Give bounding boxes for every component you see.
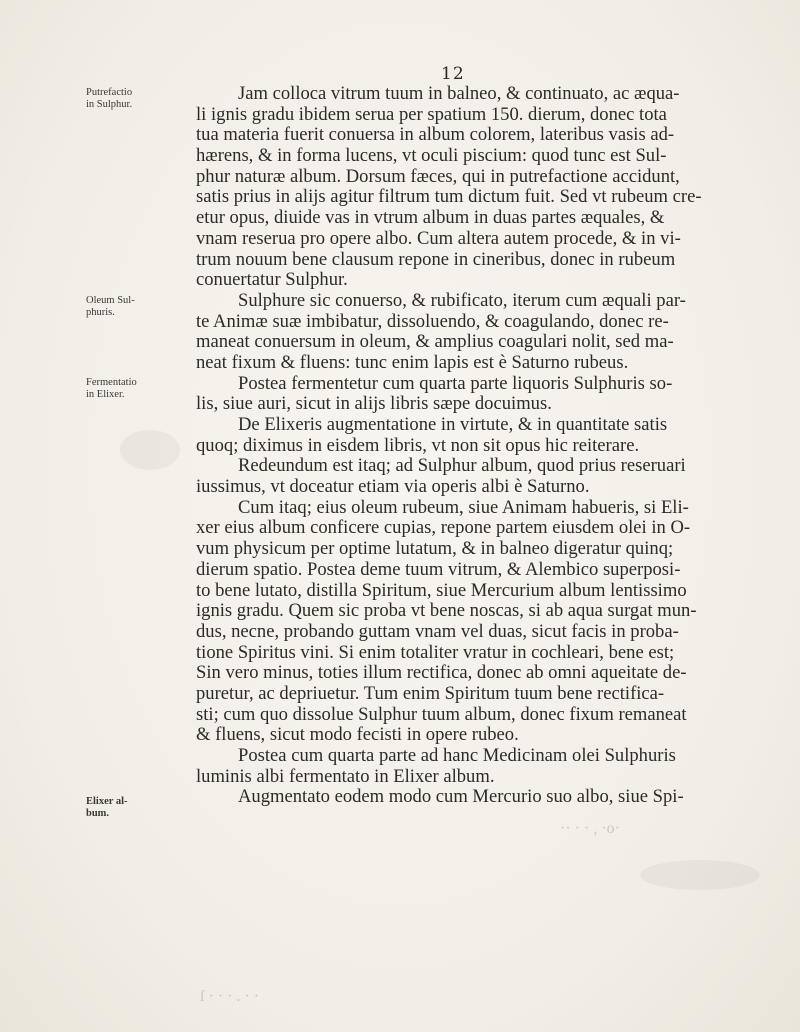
text-line: vum physicum per optime lutatum, & in balneo digeratur quinq;: [196, 539, 674, 560]
body-text: [196, 84, 764, 808]
text-line: xer eius album conficere cupias, repone partem eiusdem olei in O-: [196, 518, 691, 539]
margin-note-line: bum.: [86, 808, 110, 819]
text-line: quoq; diximus in eisdem libris, vt non sit opus hic reiterare.: [196, 435, 640, 456]
text-line: Redeundum est itaq; ad Sulphur album, quod prius reseruari: [238, 456, 686, 477]
text-line: etur opus, diuide vas in vtrum album in duas partes æquales, &: [196, 208, 665, 229]
text-line: Cum itaq; eius oleum rubeum, siue Animam habueris, si Eli-: [238, 497, 689, 518]
text-line: li ignis gradu ibidem serua per spatium 150. dierum, donec tota: [196, 104, 667, 125]
margin-note-line: Putrefactio: [86, 87, 133, 98]
bleed-through-text: ·· · · , ·ο·: [560, 820, 620, 837]
text-line: De Elixeris augmentatione in virtute, & in quantitate satis: [238, 415, 668, 435]
text-line: Postea cum quarta parte ad hanc Medicinam olei Sulphuris: [238, 746, 676, 766]
text-line: sti; cum quo dissolue Sulphur tuum album, donec fixum remaneat: [196, 704, 687, 725]
margin-note-elixer-album: [86, 796, 186, 820]
margin-note-line: Fermentatio: [86, 377, 137, 388]
text-line: lis, siue auri, sicut in alijs libris sæpe docuimus.: [196, 394, 552, 415]
bleed-through-text: ſ · · · . · ·: [200, 988, 260, 1005]
text-line: hærens, & in forma lucens, vt oculi piscium: quod tunc est Sul-: [196, 146, 667, 167]
text-line: te Animæ suæ imbibatur, dissoluendo, & coagulando, donec re-: [196, 311, 669, 332]
margin-note-line: Elixer al-: [86, 796, 128, 807]
text-line: Jam colloca vitrum tuum in balneo, & continuato, ac æqua-: [238, 84, 680, 104]
text-line: & fluens, sicut modo fecisti in opere rubeo.: [196, 725, 519, 746]
text-line: puretur, ac depriuetur. Tum enim Spiritum tuum bene rectifica-: [196, 683, 665, 704]
text-line: trum nouum bene clausum repone in cineribus, donec in rubeum: [196, 249, 676, 270]
text-line: tione Spiritus vini. Si enim totaliter vratur in cochleari, bene est;: [196, 642, 675, 663]
text-line: tua materia fuerit conuersa in album colorem, lateribus vasis ad-: [196, 125, 675, 146]
text-line: Augmentato eodem modo cum Mercurio suo albo, siue Spi-: [238, 787, 684, 808]
margin-note-line: phuris.: [86, 307, 115, 318]
text-line: neat fixum & fluens: tunc enim lapis est è Saturno rubeus.: [196, 352, 629, 373]
text-line: Sin vero minus, toties illum rectifica, donec ab omni aqueitate de-: [196, 663, 687, 684]
text-line: luminis albi fermentato in Elixer album.: [196, 766, 495, 787]
text-line: iussimus, vt doceatur etiam via operis albi è Saturno.: [196, 477, 590, 498]
margin-note-line: Oleum Sul-: [86, 295, 135, 306]
text-line: dus, necne, probando guttam vnam vel duas, sicut facis in proba-: [196, 621, 679, 642]
page-number: 12: [441, 64, 465, 84]
text-line: Postea fermentetur cum quarta parte liquoris Sulphuris so-: [238, 373, 673, 394]
text-line: maneat conuersum in oleum, & amplius coagulari nolit, sed ma-: [196, 332, 674, 353]
paper-stain: [640, 860, 760, 890]
text-line: Sulphure sic conuerso, & rubificato, iterum cum æquali par-: [238, 290, 686, 311]
margin-note-line: in Elixer.: [86, 389, 125, 400]
margin-note-putrefactio: [86, 87, 186, 111]
text-line: dierum spatio. Postea deme tuum vitrum, & Alembico superposi-: [196, 559, 681, 580]
text-line: satis prius in alijs agitur filtrum tum dictum fuit. Sed vt rubeum cre-: [196, 187, 702, 208]
margin-note-line: in Sulphur.: [86, 99, 133, 110]
text-line: phur naturæ album. Dorsum fæces, qui in putrefactione accidunt,: [196, 166, 680, 187]
text-line: vnam reserua pro opere albo. Cum altera autem procede, & in vi-: [196, 228, 681, 249]
margin-note-oleum: [86, 295, 186, 319]
text-line: ignis gradu. Quem sic proba vt bene noscas, si ab aqua surgat mun-: [196, 601, 697, 622]
margin-note-fermentatio: [86, 377, 186, 401]
text-line: conuertatur Sulphur.: [196, 270, 348, 291]
text-line: to bene lutato, distilla Spiritum, siue Mercurium album lentissimo: [196, 580, 687, 601]
paper-stain: [120, 430, 180, 470]
